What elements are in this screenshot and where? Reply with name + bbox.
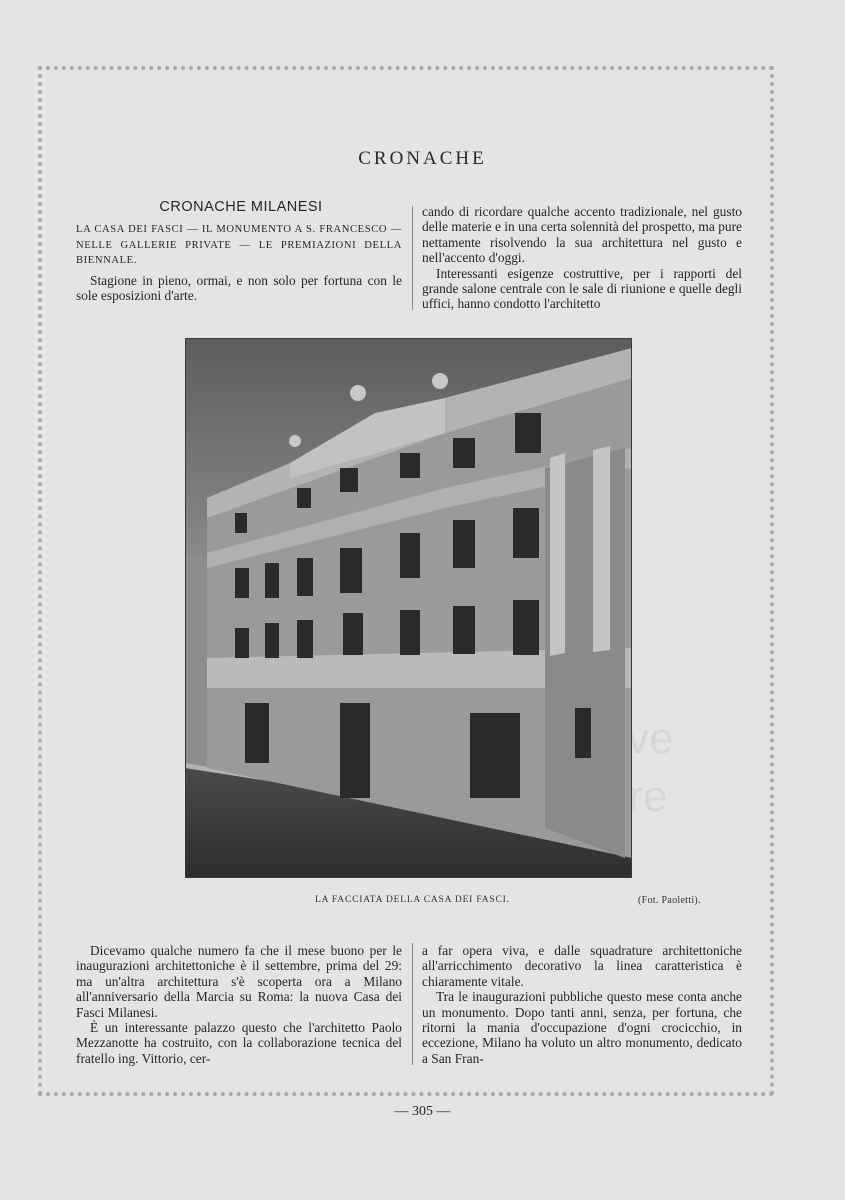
- facade-photograph: [185, 338, 632, 878]
- page-number: — 305 —: [394, 1104, 451, 1119]
- paragraph: Interessanti esigenze costruttive, per i rapporti del grande salone centrale con le sale di riunione e quelle degli uffici, hanno condotto l'architetto: [422, 265, 742, 312]
- article-summary: LA CASA DEI FASCI — IL MONUMENTO A S. FRANCESCO — NELLE GALLERIE PRIVATE — LE PREMIAZIONI DELLA BIENNALE.: [76, 224, 402, 267]
- page-title: CRONACHE: [358, 148, 487, 169]
- section-title: CRONACHE MILANESI: [159, 199, 323, 215]
- bottom-left-column: [76, 943, 402, 1066]
- paragraph: Tra le inaugurazioni pubbliche questo mese conta anche un monumento. Dopo tanti anni, senza, per fortuna, che ritorni la mania d'occupazione d'ogni crocicchio, in eccezione, Milano ha voluto un altro monumento, dedicato a San Fran-: [422, 989, 742, 1066]
- photo-credit: (Fot. Paoletti).: [638, 895, 701, 906]
- bottom-right-column: [422, 943, 742, 1066]
- top-right-column: [422, 204, 742, 312]
- column-divider: [412, 206, 413, 310]
- photo-caption: LA FACCIATA DELLA CASA DEI FASCI.: [315, 895, 510, 905]
- watermark: sive ore: [595, 714, 674, 821]
- paragraph: a far opera viva, e dalle squadrature architettoniche all'arricchimento decorativo la linea caratteristica è chiaramente vitale.: [422, 943, 742, 989]
- paragraph: Dicevamo qualche numero fa che il mese buono per le inaugurazioni architettoniche è il settembre, prima del 29: ma un'altra architettura s'è scoperta ora a Milano all'anniversario della Marcia su Roma: la nuova Casa dei Fasci Milanesi.: [76, 943, 402, 1020]
- paragraph: cando di ricordare qualche accento tradizionale, nel gusto delle materie e in una certa solennità del prospetto, ma pure nettamente risolvendo la sua architettura nel gusto e nell'accento d'oggi.: [422, 204, 742, 266]
- paragraph: È un interessante palazzo questo che l'architetto Paolo Mezzanotte ha costruito, con la collaborazione tecnica del fratello ing. Vittorio, cer-: [76, 1020, 402, 1066]
- column-divider: [412, 943, 413, 1065]
- paragraph: Stagione in pieno, ormai, e non solo per fortuna con le sole esposizioni d'arte.: [76, 272, 402, 304]
- top-left-column: [76, 222, 402, 304]
